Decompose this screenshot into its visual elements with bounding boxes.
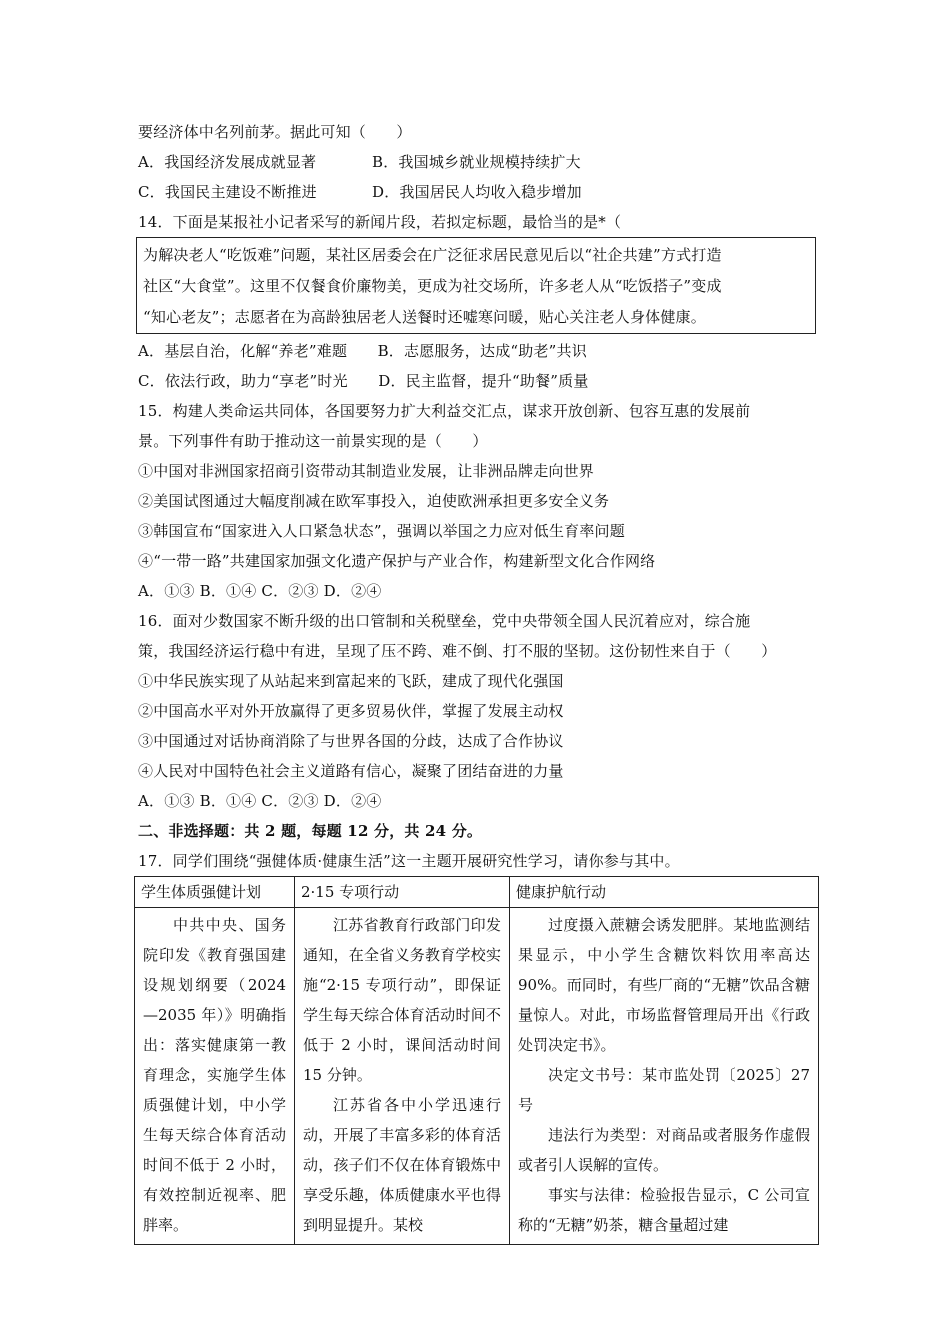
q17-cell-1 <box>135 908 295 1245</box>
q17-cell-3-paragraph: 事实与法律：检验报告显示，C 公司宣称的“无糖”奶茶，糖含量超过建 <box>518 1186 810 1234</box>
q14-stem: 14．下面是某报社小记者采写的新闻片段，若拟定标题，最恰当的是*（ <box>138 213 622 231</box>
q17-cell-3-paragraph: 过度摄入蔗糖会诱发肥胖。某地监测结果显示，中小学生含糖饮料饮用率高达 90%。而同时，有些厂商的“无糖”饮品含糖量惊人。对此，市场监督管理局开出《行政处罚决定书》。 <box>518 916 810 1054</box>
q17-header-2: 2·15 专项行动 <box>295 877 510 908</box>
q16-options: A．①③ B．①④ C．②③ D．②④ <box>138 792 382 810</box>
q16-item-4: ④人民对中国特色社会主义道路有信心，凝聚了团结奋进的力量 <box>138 762 564 780</box>
q15-options: A．①③ B．①④ C．②③ D．②④ <box>138 582 382 600</box>
q17-cell-2-paragraph: 江苏省各中小学迅速行动，开展了丰富多彩的体育活动，孩子们不仅在体育锻炼中享受乐趣，体质健康水平也得到明显提升。某校 <box>303 1096 501 1234</box>
q13-option-c: C．我国民主建设不断推进 <box>138 183 317 201</box>
q14-material-box <box>136 237 816 334</box>
section-heading: 二、非选择题：共 2 题，每题 12 分，共 24 分。 <box>138 822 483 840</box>
q13-option-d: D．我国居民人均收入稳步增加 <box>372 183 582 201</box>
q14-material-line: “知心老友”；志愿者在为高龄独居老人送餐时还嘘寒问暖，贴心关注老人身体健康。 <box>143 308 706 326</box>
q13-options-row-1 <box>138 147 818 177</box>
q15-stem-line: 景。下列事件有助于推动这一前景实现的是（ ） <box>138 432 488 450</box>
q15-stem-line: 15．构建人类命运共同体，各国要努力扩大利益交汇点，谋求开放创新、包容互惠的发展前 <box>138 402 751 420</box>
q14-options-row-2: C．依法行政，助力“享老”时光 D．民主监督，提升“助餐”质量 <box>138 372 589 390</box>
q17-header-1: 学生体质强健计划 <box>135 877 295 908</box>
q17-table-body-row <box>135 908 819 1245</box>
q16-stem-line: 16．面对少数国家不断升级的出口管制和关税壁垒，党中央带领全国人民沉着应对，综合施 <box>138 612 751 630</box>
q17-cell-2-paragraph: 江苏省教育行政部门印发通知，在全省义务教育学校实施“2·15 专项行动”，即保证学生每天综合体育活动时间不低于 2 小时，课间活动时间 15 分钟。 <box>303 916 501 1084</box>
page-content <box>138 117 818 1245</box>
q15-item-3: ③韩国宣布“国家进入人口紧急状态”，强调以举国之力应对低生育率问题 <box>138 522 625 540</box>
q14-options-row-1: A．基层自治，化解“养老”难题 B．志愿服务，达成“助老”共识 <box>138 342 587 360</box>
q17-cell-3-paragraph: 决定文书号：某市监处罚〔2025〕27 号 <box>518 1066 810 1114</box>
q17-cell-1-paragraph: 中共中央、国务院印发《教育强国建设规划纲要（2024—2035 年）》明确指出：落实健康第一教育理念，实施学生体质强健计划，中小学生每天综合体育活动时间不低于 2 小时，有效控制近视率、肥胖率。 <box>143 916 286 1234</box>
q17-cell-3-paragraph: 违法行为类型：对商品或者服务作虚假或者引人误解的宣传。 <box>518 1126 810 1174</box>
q13-stem-tail: 要经济体中名列前茅。据此可知（ ） <box>138 123 412 141</box>
q17-header-3: 健康护航行动 <box>510 877 819 908</box>
q16-item-3: ③中国通过对话协商消除了与世界各国的分歧，达成了合作协议 <box>138 732 564 750</box>
q16-item-2: ②中国高水平对外开放赢得了更多贸易伙伴，掌握了发展主动权 <box>138 702 564 720</box>
q14-material-line: 社区“大食堂”。这里不仅餐食价廉物美，更成为社交场所，许多老人从“吃饭搭子”变成 <box>143 277 722 295</box>
q15-item-4: ④“一带一路”共建国家加强文化遗产保护与产业合作，构建新型文化合作网络 <box>138 552 656 570</box>
q17-stem: 17．同学们围绕“强健体质·健康生活”这一主题开展研究性学习，请你参与其中。 <box>138 852 680 870</box>
q17-cell-3 <box>510 908 819 1245</box>
q17-cell-2 <box>295 908 510 1245</box>
q14-material-line: 为解决老人“吃饭难”问题，某社区居委会在广泛征求居民意见后以“社企共建”方式打造 <box>143 246 722 264</box>
q17-table-header-row <box>135 877 819 908</box>
q15-item-1: ①中国对非洲国家招商引资带动其制造业发展，让非洲品牌走向世界 <box>138 462 595 480</box>
q15-item-2: ②美国试图通过大幅度削减在欧军事投入，迫使欧洲承担更多安全义务 <box>138 492 610 510</box>
q13-option-a: A．我国经济发展成就显著 <box>138 153 317 171</box>
q16-stem-line: 策，我国经济运行稳中有进，呈现了压不跨、难不倒、打不服的坚韧。这份韧性来自于（ ） <box>138 642 777 660</box>
q17-table <box>134 876 819 1245</box>
q13-option-b: B．我国城乡就业规模持续扩大 <box>372 153 581 171</box>
q13-options-row-2 <box>138 177 818 207</box>
q16-item-1: ①中华民族实现了从站起来到富起来的飞跃，建成了现代化强国 <box>138 672 564 690</box>
